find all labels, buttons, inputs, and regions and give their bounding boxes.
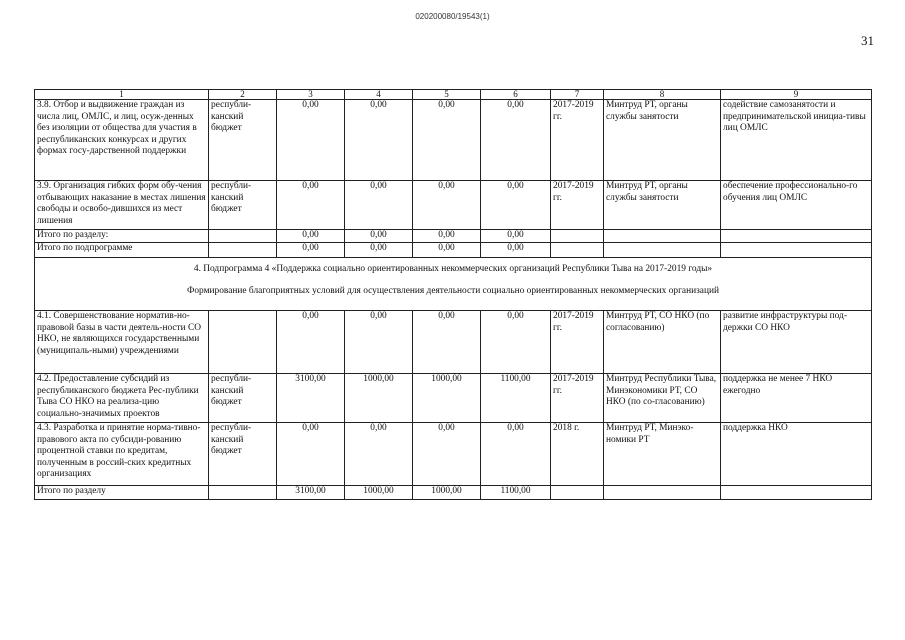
table-row <box>35 311 872 374</box>
activity-name: 4.2. Предоставление субсидий из республиканского бюджета Рес-публики Тыва СО НКО на реализа-цию социально-значимых проектов <box>35 374 209 423</box>
column-numbers-row <box>35 90 872 100</box>
activity-name: 4.3. Разработка и принятие норма-тивно-правового акта по субсиди-рованию процентной ставки по кредитам, полученным в россий-ских кредитных организациях <box>35 423 209 486</box>
amount-2018: 0,00 <box>413 243 481 258</box>
total-amount: 0,00 <box>277 311 345 374</box>
funding-source: республи-канский бюджет <box>209 423 277 486</box>
table-row <box>35 181 872 230</box>
amount-2019: 0,00 <box>481 100 551 181</box>
column-number: 4 <box>345 90 413 100</box>
subprogram-header-row <box>35 258 872 311</box>
total-amount: 0,00 <box>277 423 345 486</box>
activity-name: 3.8. Отбор и выдвижение граждан из числа лиц, ОМЛС, и лиц, осуж-денных без изоляции от общества для участия в республиканских конкурсах и других формах госу-дарственной поддержки <box>35 100 209 181</box>
total-amount: 3100,00 <box>277 374 345 423</box>
subprogram-total-row <box>35 243 872 258</box>
column-number: 6 <box>481 90 551 100</box>
amount-2019: 0,00 <box>481 181 551 230</box>
amount-2019: 0,00 <box>481 311 551 374</box>
executor: Минтруд Республики Тыва, Минэкономики РТ, СО НКО (по со-гласованию) <box>604 374 721 423</box>
subprogram-goal: Формирование благоприятных условий для осуществления деятельности социально ориентированных некоммерческих организаций <box>186 286 720 296</box>
table-row <box>35 100 872 181</box>
amount-2017: 0,00 <box>345 100 413 181</box>
table-row <box>35 423 872 486</box>
amount-2017: 0,00 <box>345 230 413 243</box>
amount-2019: 1100,00 <box>481 486 551 500</box>
total-amount: 0,00 <box>277 100 345 181</box>
subprogram-title: 4. Подпрограмма 4 «Поддержка социально ориентированных некоммерческих организаций Республики Тыва на 2017-2019 годы» <box>193 264 713 274</box>
executor: Минтруд РТ, Минэко-номики РТ <box>604 423 721 486</box>
amount-2017: 1000,00 <box>345 374 413 423</box>
column-number: 9 <box>721 90 872 100</box>
period: 2017-2019 гг. <box>551 100 604 181</box>
period: 2017-2019 гг. <box>551 181 604 230</box>
amount-2018: 1000,00 <box>413 374 481 423</box>
activity-name: 4.1. Совершенствование норматив-но-правовой базы в части деятель-ности СО НКО, не являющихся государственными (муниципаль-ными) учреждениями <box>35 311 209 374</box>
total-amount: 3100,00 <box>277 486 345 500</box>
amount-2019: 0,00 <box>481 230 551 243</box>
table-row <box>35 374 872 423</box>
subprogram-header <box>35 258 872 311</box>
expected-result: поддержка не менее 7 НКО ежегодно <box>721 374 872 423</box>
expected-result: содействие самозанятости и предпринимательской инициа-тивы лиц ОМЛС <box>721 100 872 181</box>
column-number: 7 <box>551 90 604 100</box>
amount-2018: 1000,00 <box>413 486 481 500</box>
funding-source <box>209 311 277 374</box>
expected-result: развитие инфраструктуры под-держки СО НКО <box>721 311 872 374</box>
amount-2018: 0,00 <box>413 311 481 374</box>
total-label: Итого по подпрограмме <box>35 243 209 258</box>
period: 2017-2019 гг. <box>551 311 604 374</box>
funding-source: республи-канский бюджет <box>209 100 277 181</box>
column-number: 8 <box>604 90 721 100</box>
column-number: 3 <box>277 90 345 100</box>
amount-2017: 0,00 <box>345 243 413 258</box>
section-total-row <box>35 230 872 243</box>
column-number: 5 <box>413 90 481 100</box>
amount-2017: 0,00 <box>345 311 413 374</box>
total-label: Итого по разделу: <box>35 230 209 243</box>
expected-result: поддержка НКО <box>721 423 872 486</box>
total-amount: 0,00 <box>277 181 345 230</box>
amount-2019: 0,00 <box>481 243 551 258</box>
total-amount: 0,00 <box>277 243 345 258</box>
executor: Минтруд РТ, органы службы занятости <box>604 181 721 230</box>
expected-result: обеспечение профессионально-го обучения лиц ОМЛС <box>721 181 872 230</box>
total-label: Итого по разделу <box>35 486 209 500</box>
total-amount: 0,00 <box>277 230 345 243</box>
document-code: 020200080/19543(1) <box>415 12 490 21</box>
executor: Минтруд РТ, органы службы занятости <box>604 100 721 181</box>
activity-name: 3.9. Организация гибких форм обу-чения отбывающих наказание в местах лишения свободы и освобо-дившихся из мест лишения <box>35 181 209 230</box>
page-number: 31 <box>861 33 874 48</box>
amount-2017: 0,00 <box>345 181 413 230</box>
amount-2018: 0,00 <box>413 181 481 230</box>
amount-2017: 1000,00 <box>345 486 413 500</box>
amount-2017: 0,00 <box>345 423 413 486</box>
column-number: 2 <box>209 90 277 100</box>
amount-2019: 0,00 <box>481 423 551 486</box>
activities-table <box>34 89 872 500</box>
section-total-row <box>35 486 872 500</box>
amount-2019: 1100,00 <box>481 374 551 423</box>
executor: Минтруд РТ, СО НКО (по согласованию) <box>604 311 721 374</box>
amount-2018: 0,00 <box>413 100 481 181</box>
amount-2018: 0,00 <box>413 423 481 486</box>
column-number: 1 <box>35 90 209 100</box>
period: 2017-2019 гг. <box>551 374 604 423</box>
amount-2018: 0,00 <box>413 230 481 243</box>
funding-source: республи-канский бюджет <box>209 181 277 230</box>
funding-source: республи-канский бюджет <box>209 374 277 423</box>
period: 2018 г. <box>551 423 604 486</box>
